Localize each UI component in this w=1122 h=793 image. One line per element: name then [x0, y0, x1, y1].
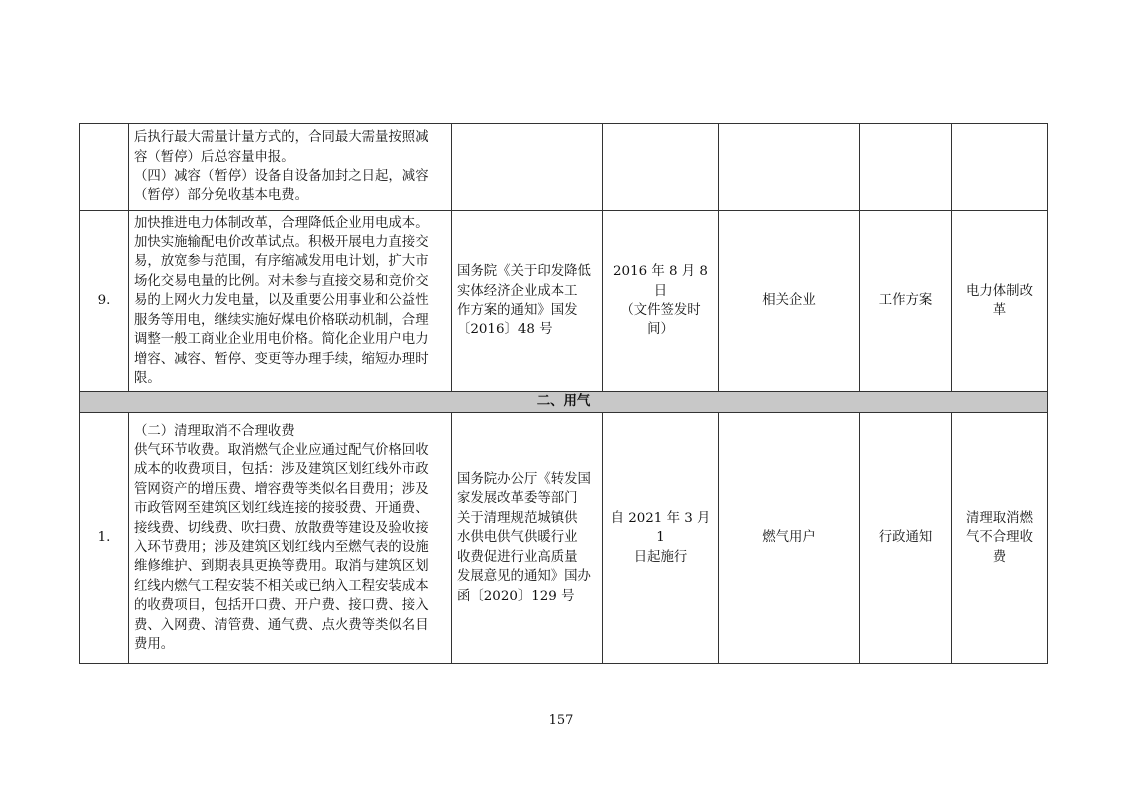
text-line: 气不合理收 [966, 530, 1033, 546]
text-line: 国务院办公厅《转发国 [457, 472, 591, 488]
text-line: 维修维护、到期表具更换等费用。取消与建筑区划 [134, 559, 429, 575]
number-cell [80, 124, 129, 211]
text-line: 后执行最大需量计量方式的，合同最大需量按照减 [134, 130, 429, 146]
date-cell [603, 211, 719, 392]
date-cell [603, 413, 719, 664]
text-line: 管网资产的增压费、增容费等类似名目费用；涉及 [134, 481, 429, 497]
basis-cell [452, 413, 603, 664]
text-line: 发展意见的通知》国办 [457, 569, 591, 585]
text-line: 2016 年 8 月 8 日 [613, 264, 708, 299]
text-line: 费用。 [134, 637, 175, 653]
text-line: 服务等用电，继续实施好煤电价格联动机制，合理 [134, 312, 429, 328]
text-line: 容（暂停）后总容量申报。 [134, 149, 295, 165]
row-number: 1. [80, 413, 129, 664]
text-line: 日起施行 [633, 549, 688, 565]
form-cell [860, 124, 952, 211]
text-line: 国务院《关于印发降低 [457, 264, 591, 280]
text-line: 加快实施输配电价改革试点。积极开展电力直接交 [134, 235, 429, 251]
section-header-row [80, 392, 1048, 413]
table-row [80, 211, 1048, 392]
policy-table [79, 123, 1048, 664]
text-line: （文件签发时 [620, 303, 701, 318]
date-cell [603, 124, 719, 211]
measure-content-cell [129, 211, 452, 392]
text-line: （二）清理取消不合理收费 [134, 423, 295, 439]
text-line: 费 [992, 549, 1007, 565]
text-line: 革 [992, 303, 1007, 318]
text-line: 市政管网至建筑区划红线连接的接驳费、开通费、 [134, 501, 429, 517]
text-line: 电力体制改 [966, 283, 1033, 299]
text-line: 〔2016〕48 号 [457, 322, 553, 338]
text-line: 自 2021 年 3 月 1 [610, 510, 711, 546]
text-line: 作方案的通知》国发 [457, 303, 578, 318]
text-line: 调整一般工商业企业用电价格。简化企业用户电力 [134, 332, 429, 348]
text-line: 家发展改革委等部门 [457, 491, 578, 507]
text-line: 易的上网火力发电量，以及重要公用事业和公益性 [134, 293, 429, 309]
text-line: 的收费项目，包括开口费、开户费、接口费、接入 [134, 598, 429, 614]
table-row [80, 413, 1048, 664]
target-cell [719, 124, 860, 211]
text-line: 关于清理规范城镇供 [457, 510, 578, 526]
category-cell [952, 124, 1048, 211]
text-line: 费、入网费、清管费、通气费、点火费等类似名目 [134, 617, 429, 633]
text-line: 间） [647, 322, 674, 338]
basis-cell [452, 124, 603, 211]
target-cell: 相关企业 [719, 211, 860, 392]
text-line: 实体经济企业成本工 [457, 283, 578, 299]
text-line: 增容、减容、暂停、变更等办理手续，缩短办理时 [134, 351, 429, 367]
measure-content-cell [129, 124, 452, 211]
form-cell: 行政通知 [860, 413, 952, 664]
text-line: 水供电供气供暖行业 [457, 530, 578, 546]
text-line: 场化交易电量的比例。对未参与直接交易和竞价交 [134, 273, 429, 289]
text-line: 成本的收费项目，包括：涉及建筑区划红线外市政 [134, 462, 429, 478]
table-row [80, 124, 1048, 211]
text-line: 易，放宽参与范围，有序缩减发用电计划，扩大市 [134, 254, 429, 270]
form-cell: 工作方案 [860, 211, 952, 392]
text-line: 供气环节收费。取消燃气企业应通过配气价格回收 [134, 442, 429, 458]
text-line: 清理取消燃 [966, 510, 1033, 526]
row-number: 9. [80, 211, 129, 392]
section-title: 二、用气 [80, 392, 1048, 413]
basis-cell [452, 211, 603, 392]
page-number: 157 [548, 713, 574, 728]
text-line: 入环节费用；涉及建筑区划红线内至燃气表的设施 [134, 540, 429, 555]
target-cell: 燃气用户 [719, 413, 860, 664]
text-line: 限。 [134, 370, 161, 386]
text-line: （暂停）部分免收基本电费。 [134, 188, 309, 204]
text-line: 收费促进行业高质量 [457, 549, 578, 565]
category-cell [952, 413, 1048, 664]
category-cell [952, 211, 1048, 392]
text-line: 加快推进电力体制改革，合理降低企业用电成本。 [134, 215, 429, 231]
measure-content-cell [129, 413, 452, 664]
text-line: 接线费、切线费、吹扫费、放散费等建设及验收接 [134, 520, 429, 536]
text-line: （四）减容（暂停）设备自设备加封之日起，减容 [134, 169, 429, 184]
text-line: 红线内燃气工程安装不相关或已纳入工程安装成本 [134, 578, 429, 594]
text-line: 函〔2020〕129 号 [457, 588, 575, 604]
